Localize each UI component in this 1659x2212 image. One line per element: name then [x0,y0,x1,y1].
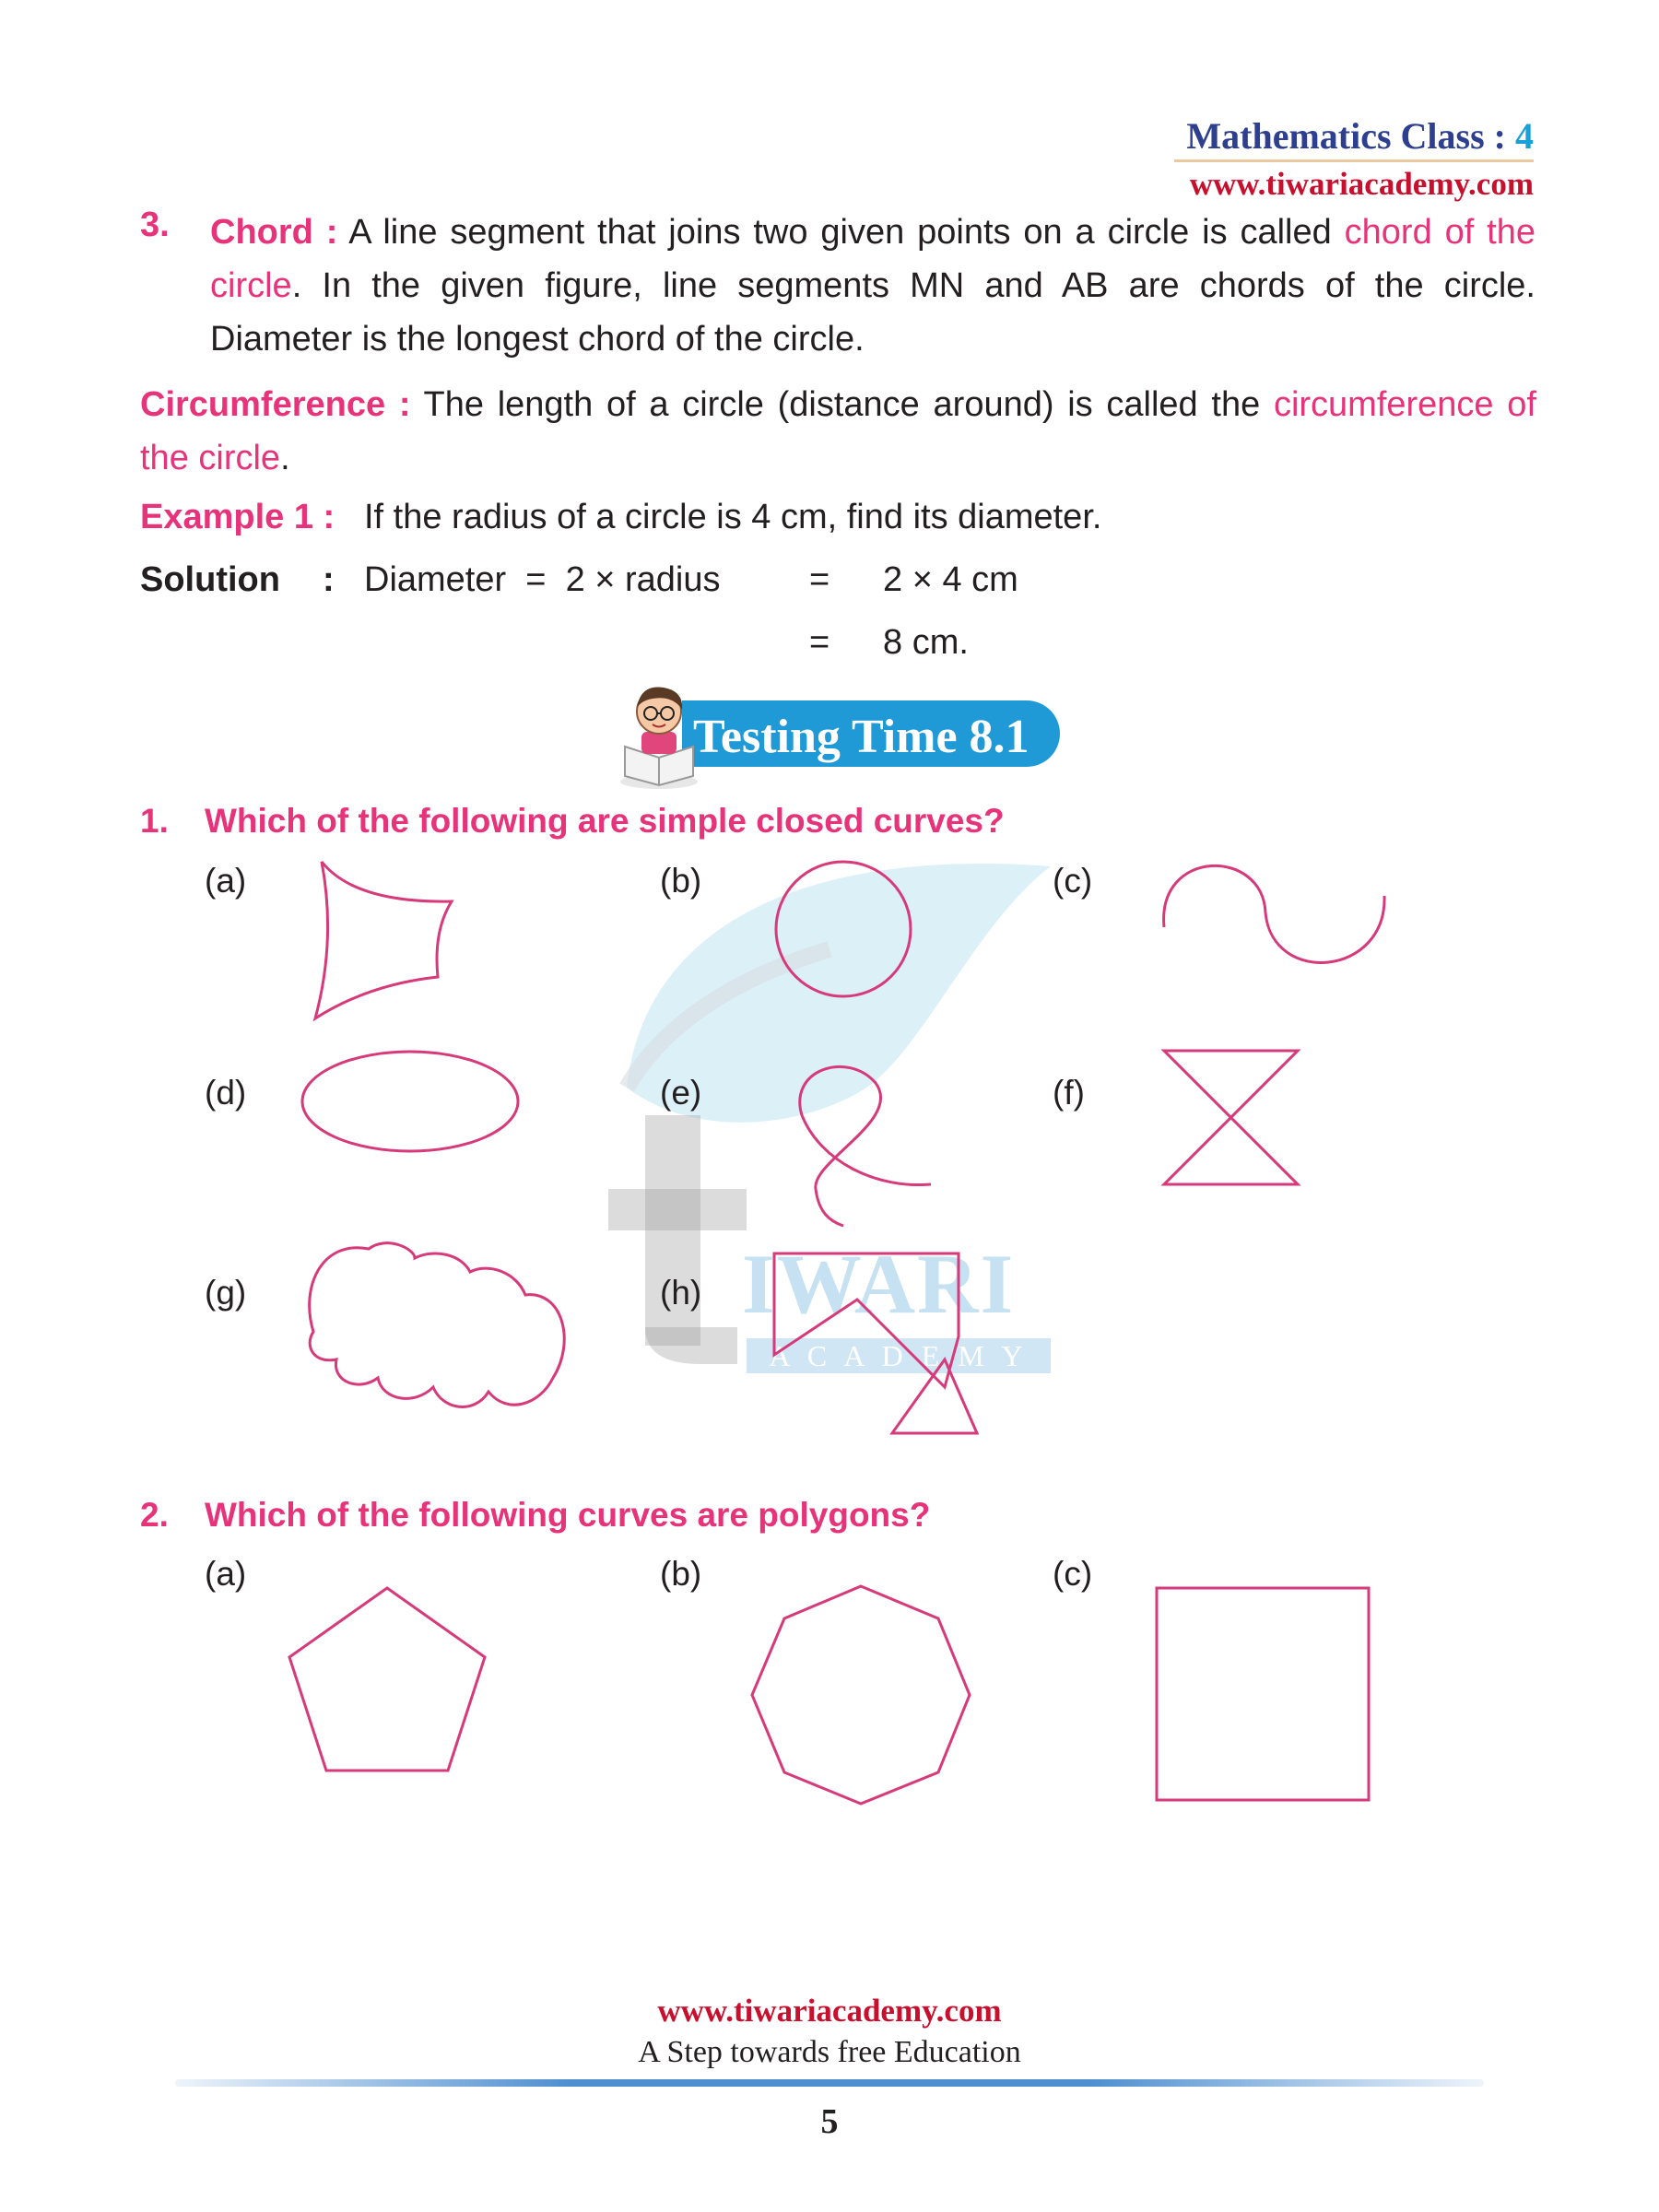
header-divider [1174,159,1534,162]
q1-label-d: (d) [205,1074,247,1112]
class-number: 4 [1515,115,1534,157]
footer-divider [175,2079,1484,2087]
q1-figure-h-self-intersecting [770,1249,982,1438]
example-label: Example 1 : [140,498,335,536]
q1-label-a: (a) [205,862,247,900]
circumference-highlight: circumference of the circle [140,385,1536,477]
solution-line2-equals: = [809,623,830,662]
q1-label-b: (b) [660,862,702,900]
circumference-text-1: The length of a circle (distance around) is called the [410,385,1274,424]
circumference-text-2: . [280,439,290,477]
header-website[interactable]: www.tiwariacademy.com [1189,166,1534,202]
subject-label: Mathematics Class : [1186,115,1515,157]
q2-figure-c-square [1152,1583,1373,1805]
chord-term: Chord : [210,213,338,252]
q1-figure-g-cloud [304,1230,571,1415]
q2-label-c: (c) [1053,1555,1093,1593]
q2-label-a: (a) [205,1555,247,1593]
watermark-sub: A C A D E M Y [747,1338,1051,1373]
q1-text: Which of the following are simple closed curves? [205,802,1005,840]
solution-line1-equals: = [809,560,830,599]
q1-label-h: (h) [660,1274,702,1312]
q1-figure-d-ellipse [297,1046,524,1157]
q2-text: Which of the following curves are polygons? [205,1496,931,1534]
solution-label: Solution [140,560,280,599]
circumference-paragraph [140,378,1536,485]
example-question: If the radius of a circle is 4 cm, find its diameter. [364,498,1102,536]
footer-tagline: A Step towards free Education [638,2035,1021,2069]
q1-figure-c-wave [1157,848,1396,977]
chord-number: 3. [140,206,170,244]
q2-label-b: (b) [660,1555,702,1593]
solution-line1-left: Diameter = 2 × radius [364,560,721,599]
q2-figure-a-pentagon [286,1581,488,1774]
q1-figure-a-curved-quadrilateral [304,848,461,1032]
q1-label-f: (f) [1053,1074,1085,1112]
q1-label-e: (e) [660,1074,702,1112]
q1-number: 1. [140,802,169,840]
solution-line1-right: 2 × 4 cm [883,560,1018,599]
chord-text-1: A line segment that joins two given points on a circle is called [337,213,1345,252]
q1-label-g: (g) [205,1274,247,1312]
circumference-term: Circumference : [140,385,411,424]
chord-paragraph [210,206,1535,366]
q2-number: 2. [140,1496,169,1534]
q1-label-c: (c) [1053,862,1093,900]
solution-line2-right: 8 cm. [883,623,969,662]
page-number: 5 [820,2102,839,2141]
chord-text-2: . In the given figure, line segments MN and AB are chords of the circle. Diameter is the longest chord of the circle. [210,266,1535,359]
q1-figure-e-loop-curve [765,1041,940,1235]
header-title [1186,114,1534,158]
testing-time-title: Testing Time 8.1 [693,711,1030,763]
footer-website[interactable]: www.tiwariacademy.com [657,1993,1002,2029]
q1-figure-b-circle [770,857,917,1005]
q2-figure-b-octagon [748,1583,974,1808]
watermark-brand: IWARI [742,1237,1016,1331]
chord-highlight: chord of the circle [210,213,1536,305]
q1-figure-f-hourglass [1159,1046,1307,1194]
solution-colon: : [323,560,335,599]
